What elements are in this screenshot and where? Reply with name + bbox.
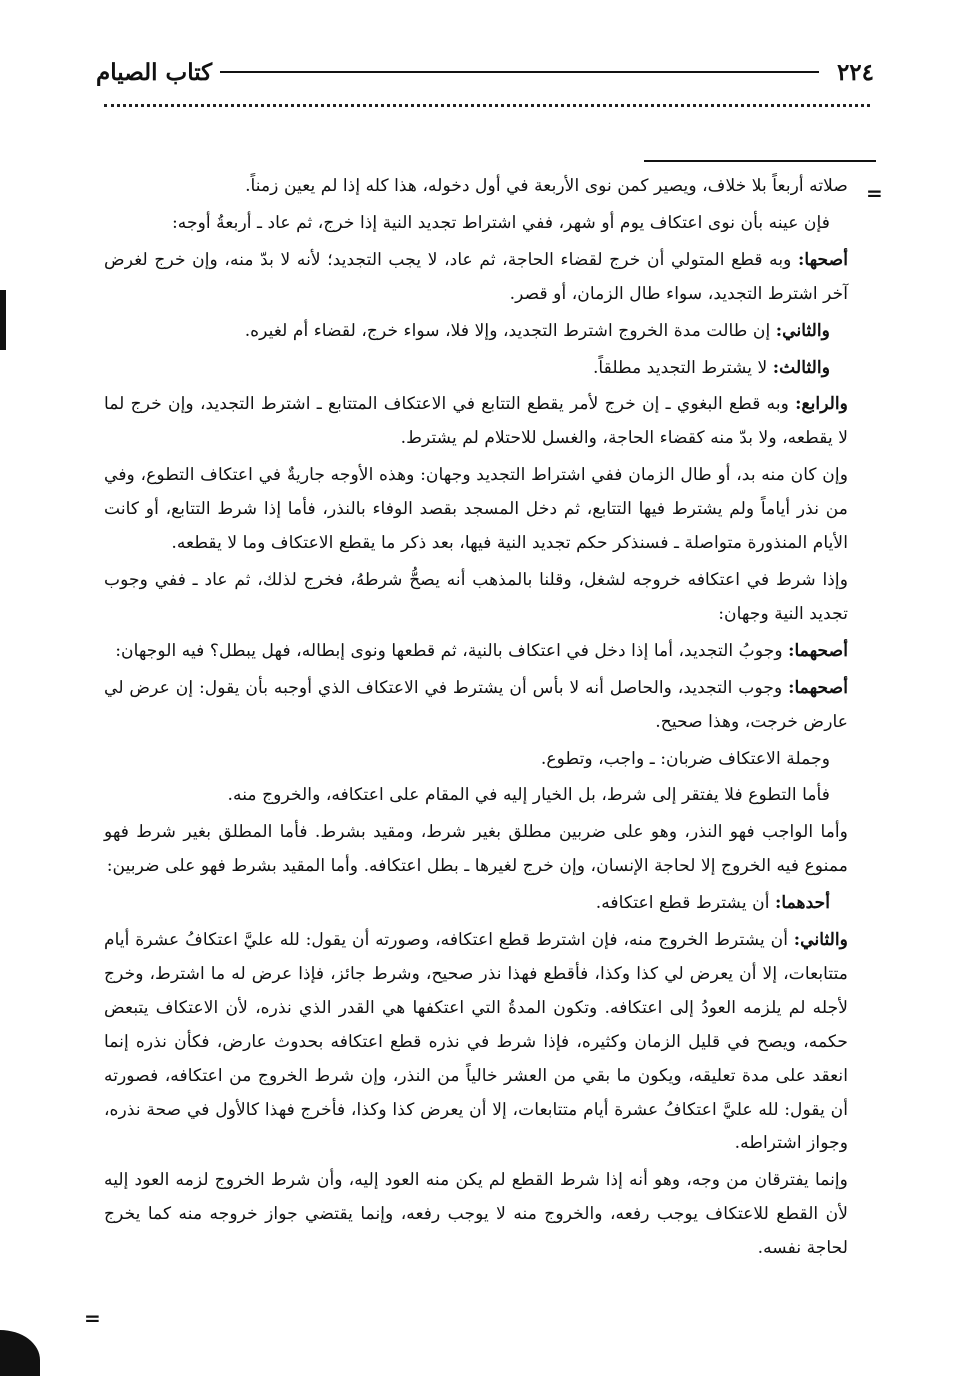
header-rule: [220, 71, 819, 73]
paragraph-text: وجوبُ التجديد، أما إذا دخل في اعتكاف بالنية، ثم قطعها ونوى إبطاله، فهل يبطل؟ فيه الوجهان:: [115, 640, 789, 661]
paragraph-lead-term: أصحهما:: [788, 677, 848, 698]
footnote-body: [104, 170, 848, 1269]
paragraph-text: وإن كان منه بد، أو طال الزمان ففي اشتراط التجديد وجهان: وهذه الأوجه جاريةٌ في اعتكاف التطوع، وفي من نذر أياماً ولم يشترط فيها التتابع، ثم دخل المسجد بقصد الوفاء بالنذر، فأما إذا شرط التتابع، أو كانت الأيام المنذورة متواصلة ـ فسنذكر حكم تجديد النية فيها، بعد ذكر ما يقطع الاعتكاف وما لا يقطعه.: [104, 465, 848, 554]
paragraph-text: وبه قطع المتولي أن خرج لقضاء الحاجة، ثم عاد، لا يجب التجديد؛ لأنه لا بدّ منه، وإن خرج لغرض آخر اشترط التجديد، سواء طال الزمان، أو قصر.: [104, 249, 848, 304]
paragraph-lead-term: والثاني:: [793, 930, 848, 951]
paragraph-text: لا يشترط التجديد مطلقاً.: [592, 357, 773, 378]
paragraph-text: صلاته أربعاً بلا خلاف، ويصير كمن نوى الأربعة في أول دخوله، هذا كله إذا لم يعين زمناً.: [245, 176, 848, 196]
paragraph: [104, 635, 848, 669]
paragraph-lead-term: والثاني:: [775, 320, 830, 341]
paragraph-text: وإذا شرط في اعتكافه خروجه لشغل، وقلنا بالمذهب أنه يصحُّ شرطهُ، فخرج لذلك، ثم عاد ـ ففي وجوب تجديد النية وجهان:: [104, 569, 848, 624]
dotted-separator: [104, 104, 870, 121]
end-continuation-mark: =: [84, 1306, 101, 1330]
paragraph-text: وأما الواجب فهو النذر، وهو على ضربين مطلق بغير شرط، ومقيد بشرط. فأما المطلق بغير شرط فهو ممنوع فيه الخروج إلا لحاجة الإنسان، وإن خرج لغيرها ـ بطل اعتكافه. وأما المقيد بشرط فهو على ضربين:: [104, 822, 848, 877]
paragraph-text: وبه قطع البغوي ـ إن خرج لأمر يقطع التتابع في الاعتكاف المتتابع ـ اشترط التجديد، وإن خرج لما لا يقطعه، ولا بدّ منه كقضاء الحاجة، والغسل للاحتلام لم يشترط.: [104, 394, 848, 449]
paragraph-text: وجوب التجديد، والحاصل أنه لا بأس أن يشترط في الاعتكاف الذي أوجبه بأن يقول: إن عرض لي عارض خرجت، وهذا صحيح.: [104, 677, 848, 732]
paragraph: [104, 170, 848, 204]
paragraph-lead-term: أصحهما:: [788, 640, 848, 661]
paragraph-text: وإنما يفترقان من وجه، وهو أنه إذا شرط القطع لم يكن منه العود إليه، وأن شرط الخروج لزمه العود إليه لأن القطع للاعتكاف يوجب رفعه، والخروج منه لا يوجب رفعه، وإنما يقتضي جواز خروجه منه كما يخرج لحاجة نفسه.: [104, 1170, 848, 1259]
paragraph-text: فأما التطوع فلا يفتقر إلى شرط، بل الخيار إليه في المقام على اعتكافه، والخروج منه.: [227, 785, 830, 806]
paragraph: [104, 924, 848, 1161]
paragraph: [104, 564, 848, 632]
paragraph: [104, 459, 848, 561]
paragraph: [104, 244, 848, 312]
paragraph: [104, 887, 848, 921]
page-header: [96, 52, 874, 92]
paragraph-text: أن يشترط الخروج منه، فإن اشترط قطع اعتكافه، وصورته أن يقول: لله عليَّ اعتكافُ عشرة أيام متتابعات، إلا أن يعرض لي كذا وكذا، فأقطع فهذا نذر صحيح، وشرط جائز، فإذا عرض له ما اشترط، وخرج لأجله لم يلزمه العودُ إلى اعتكافه. وتكون المدةُ التي اعتكفها هي القدر الذي نذره، لأن الاعتكاف يتبعض حكمه، ويصح في قليل الزمان وكثيره، فإذا شرط في نذره قطع اعتكافه بحدوث عارض، فكأن نذره إنما انعقد على مدة تعليقه، ويكون ما بقي من العشر خالياً من النذر، وإن شرط الخروج من اعتكافه، فصورته أن يقول: لله عليَّ اعتكافُ عشرة أيام متتابعات، إلا أن يعرض كذا وكذا، فأخرج فهذا كالأول في صحة نذره، وجواز اشتراطه.: [104, 930, 848, 1154]
book-title: كتاب الصيام: [96, 58, 213, 86]
paragraph: [104, 672, 848, 740]
paragraph-lead-term: أصحها:: [798, 249, 848, 270]
continuation-mark: =: [866, 181, 883, 205]
paragraph: [104, 1164, 848, 1266]
paragraph: [104, 816, 848, 884]
paragraph-text: وجملة الاعتكاف ضربان: ـ واجب، وتطوع.: [540, 748, 830, 769]
paragraph: [104, 352, 848, 386]
footnote-rule: [644, 160, 876, 162]
paragraph-lead-term: والرابع:: [795, 394, 848, 415]
scan-margin-mark: [0, 290, 6, 350]
paragraph: [104, 315, 848, 349]
paragraph-text: فإن عينه بأن نوى اعتكاف يوم أو شهر، ففي اشتراط تجديد النية إذا خرج، ثم عاد ـ أربعةُ أوجه:: [171, 212, 830, 233]
scan-corner-shadow: [0, 1330, 40, 1376]
paragraph: [104, 779, 848, 813]
paragraph: [104, 207, 848, 241]
page-number: ٢٢٤: [836, 58, 874, 86]
paragraph-lead-term: والثالث:: [772, 357, 830, 378]
paragraph-lead-term: أحدهما:: [774, 893, 830, 914]
paragraph-text: أن يشترط قطع اعتكافه.: [595, 893, 775, 914]
paragraph: [104, 743, 848, 777]
paragraph: [104, 388, 848, 456]
paragraph-text: إن طالت مدة الخروج اشترط التجديد، وإلا فلا، سواء خرج، لقضاء أم لغيره.: [244, 320, 776, 341]
